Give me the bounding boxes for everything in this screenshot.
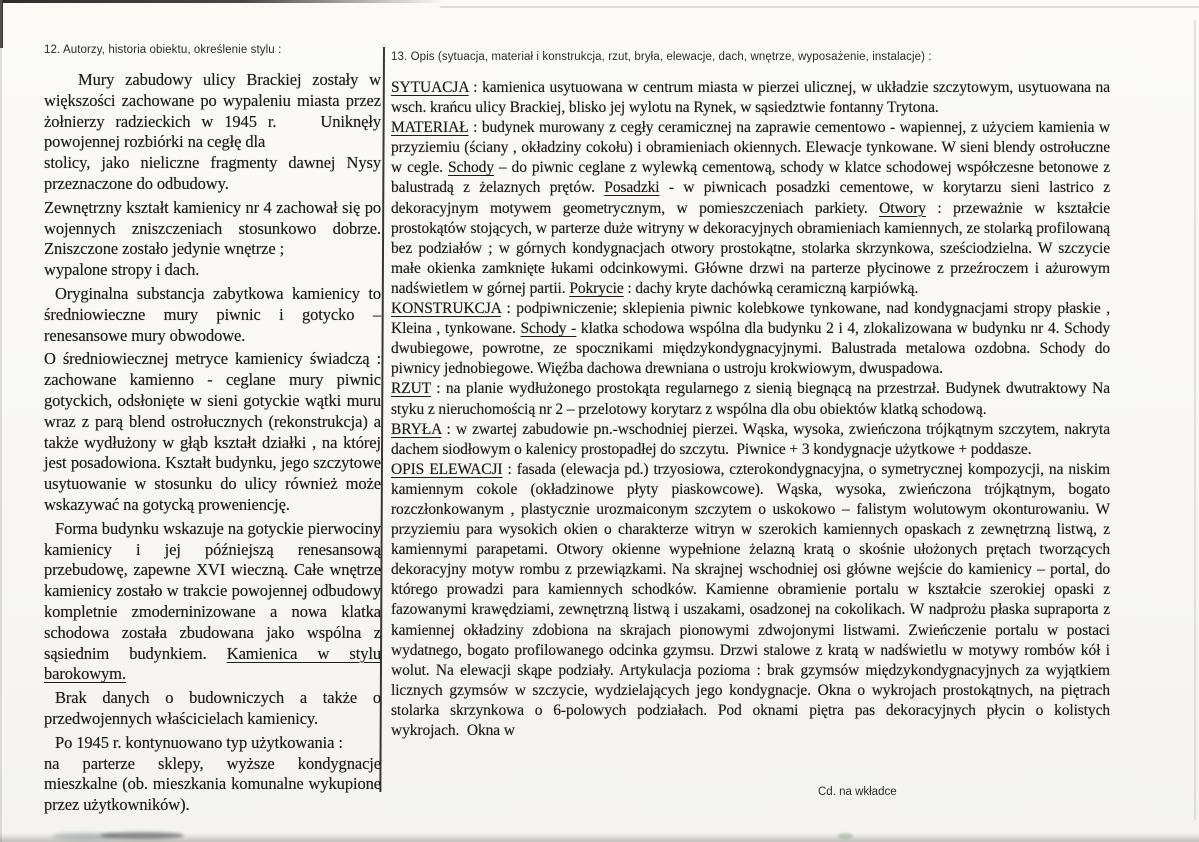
paragraph xyxy=(391,460,1110,741)
underlined-term: Schody xyxy=(448,159,494,177)
underlined-term: OPIS ELEWACJI xyxy=(391,460,503,478)
text-run: : na planie wydłużonego prostokąta regularnego z sienią biegnącą na przestrzał. Budynek dwutraktowy Na styku z nieruchomością nr 2 – przelotowy korytarz z wspólna dla obu obiektów klatką schodową. xyxy=(391,380,1110,418)
text-run: Forma budynku wskazuje na gotyckie pierwociny kamienicy i jej późniejszą renesansową przebudowę, zapewne XVI wieczną. Całe wnętrze kamienicy zostało w trakcie powojennej odbudowy kompletnie zmoderninizowane a nowa klatka schodowa została zbudowana jako wspólna z sąsiednim budynkiem. xyxy=(44,518,381,663)
paragraph xyxy=(44,198,381,281)
section-13-description xyxy=(391,44,1110,741)
paragraph xyxy=(391,379,1110,419)
text-run: : dachy kryte dachówką ceramiczną karpiówką. xyxy=(623,279,919,297)
scan-shadow-bottom xyxy=(0,833,1199,842)
text-run: Po 1945 r. kontynuowano typ użytkowania : xyxy=(55,732,343,752)
paragraph xyxy=(391,78,1110,118)
paragraph xyxy=(391,118,1110,299)
underlined-term: MATERIAŁ xyxy=(391,119,469,137)
text-run: : budynek murowany z cegły ceramicznej na zaprawie cementowo - wapiennej, z użyciem kamienia w przyziemiu (ściany , okładziny cokołu) i obramieniach okiennych. Elewacje tynkowane. W sieni blendy ostrołuczne w cegle. xyxy=(391,119,1110,177)
text-run: – do piwnic ceglane z wylewką cementową, schody w klatce schodowej współczesne betonowe z balustradą z żelaznych prętów. xyxy=(391,159,1110,197)
text-run: : w zwartej zabudowie pn.-wschodniej pierzei. Wąska, wysoka, zwieńczona trójkątnym szczytem, nakryta dachem siodłowym o kalenicy prostopadłej do szczytu. Piwnice + 3 kondygnacje użytkowe + poddasze. xyxy=(391,420,1110,458)
scan-smudge xyxy=(100,832,184,839)
underlined-term: Schody - xyxy=(520,320,577,338)
underlined-term: RZUT xyxy=(391,380,431,398)
scan-edge-top-faint xyxy=(440,6,1199,8)
text-run: : fasada (elewacja pd.) trzyosiowa, czterokondygnacyjna, o symetrycznej kompozycji, na niskim kamiennym cokole (okładzinowe płyty piaskowcowe). Wąska, wysoka, zwieńczona trójkątnym, bogato rozczłonkowanym , plastycznie urozmaiconym szczytem o uskokowo – falistym wolutowym okonturowaniu. W przyziemiu para wysokich okien o charakterze witryn w szerokich kamiennych opaskach z zewnętrzną listwą, z kamiennymi parapetami. Otwory okienne wypełnione żelazną kratą o skośnie ułożonych prętach tworzących dekoracyjny motyw rombu z przewiązkami. Na skrajnej wschodniej osi główne wejście do kamienicy – portal, do którego prowadzi para kamiennych schodków. Kamienne obramienie portalu w kształcie szerokiej opaski z fazowanymi krawędziami, zewnętrzną listwą i uszakami, osadzonej na cokolikach. W nadprożu płaska supraporta z kamiennej okładziny zdobiona na skrajach pionowymi zdwojonymi listwami. Zwieńczenie portalu w postaci wydatnego, bogato profilowanego odcinka gzymsu. Drzwi stalowe z kratą w nadświetlu w motywy rombów kół i wolut. Na elewacji skąpe podziały. Artykulacja pozioma : brak gzymsów międzykondygnacyjnych za wyjątkiem licznych gzymsów w szczycie, wydzielających jego kondygnacje. Okna o wykrojach prostokątnych, na piętrach stolarka skrzynkowa o 6-polowych podziałach. Pod oknami piętra pas dekoracyjnych płycin o kolistych wykrojach. Okna w xyxy=(391,460,1110,739)
text-run: klatka schodowa wspólna dla budynku 2 i 4, zlokalizowana w budynku nr 4. Schody dwubiegowe, powrotne, ze spocznikami międzykondygnacyjnymi. Balustrada metalowa ozdobna. Schody do piwnicy jednobiegowe. Więźba dachowa drewniana o ustroju krokwiowym, dwuspadowa. xyxy=(391,320,1110,378)
section-13-body xyxy=(391,78,1110,741)
text-run: wypalone stropy i dach. xyxy=(44,260,200,280)
text-run: Oryginalna substancja zabytkowa kamienicy to średniowieczne mury piwnic i gotycko – renesansowe mury obwodowe. xyxy=(44,283,381,345)
text-run: stolicy, jako nieliczne fragmenty dawnej Nysy przeznaczone do odbudowy. xyxy=(44,153,381,193)
paragraph xyxy=(44,519,381,685)
paragraph xyxy=(44,349,381,515)
scan-smudge xyxy=(52,833,118,839)
section-12-authors-history xyxy=(44,44,381,819)
underlined-term: Pokrycie xyxy=(569,279,624,297)
section-13-label: 13. Opis (sytuacja, materiał i konstrukcja, rzut, bryła, elewacje, dach, wnętrze, wyposażenie, instalacje) : xyxy=(391,51,932,63)
paragraph xyxy=(391,299,1110,379)
underlined-term: Kamienica w stylu barokowym. xyxy=(44,643,381,684)
text-run: - w piwnicach posadzki cementowe, w korytarzu sieni lastrico z dekoracyjnym motywem geometrycznym, w pomieszczeniach parkiety. xyxy=(391,179,1110,217)
scan-edge-left-faint xyxy=(0,0,2,842)
paragraph xyxy=(44,688,381,730)
scan-smudge xyxy=(838,833,853,839)
underlined-term: KONSTRUKCJA xyxy=(391,300,502,318)
text-run: na parterze sklepy, wyższe kondygnacje mieszkalne (ob. mieszkania komunalne wykupione przez użytkowników). xyxy=(44,753,381,815)
paragraph xyxy=(44,733,381,816)
underlined-term: Otwory xyxy=(879,199,926,217)
text-run: Brak danych o budowniczych a także o przedwojennych właścicielach kamienicy. xyxy=(44,688,381,728)
scan-edge-top xyxy=(0,0,445,3)
text-run: : kamienica usytuowana w centrum miasta w pierzei ulicznej, w układzie szczytowym, usytuowana na wsch. krańcu ulicy Brackiej, blisko jej wylotu na Rynek, w sąsiedztwie fontanny Trytona. xyxy=(391,79,1110,117)
section-12-label: 12. Autorzy, historia obiektu, określenie stylu : xyxy=(44,44,282,56)
continuation-note: Cd. na wkładce xyxy=(818,786,897,798)
text-run: Mury zabudowy ulicy Brackiej zostały w większości zachowane po wypaleniu miasta przez żołnierzy radzieckich w 1945 r. Uniknęły powojennej rozbiórki na cegłę dla xyxy=(44,70,381,152)
underlined-term: Posadzki xyxy=(604,179,660,197)
paragraph xyxy=(44,284,381,346)
text-run: O średniowiecznej metryce kamienicy świadczą : zachowane kamienno - ceglane mury piwnic gotyckich, odsłonięte w sieni gotyckie wątki muru wraz z parą blend ostrołucznych (rekonstrukcja) a także wydłużony w głąb kształt działki , na której jest posadowiona. Kształt budynku, jego szczytowe usytuowanie w stosunku do ulicy również może wskazywać na gotycką proweniencję. xyxy=(44,349,381,514)
text-run: Zewnętrzny kształt kamienicy nr 4 zachował się po wojennych zniszczeniach stosunkowo dobrze. Zniszczone zostało jedynie wnętrze ; xyxy=(44,197,381,259)
paragraph xyxy=(44,70,381,195)
text-run: : podpiwniczenie; sklepienia piwnic kolebkowe tynkowane, nad kondygnacjami stropy płaskie , Kleina , tynkowane. xyxy=(391,300,1110,338)
underlined-term: SYTUACJA xyxy=(391,79,469,96)
scan-edge-right xyxy=(1194,20,1196,820)
section-12-body xyxy=(44,70,381,816)
scan-edge-left xyxy=(0,0,3,48)
text-run: : przeważnie w kształcie prostokątów stojących, w parterze duże witryny w dekoracyjnych obramieniach kamiennych, ze stolarką profilowaną bez podziałów ; w górnych kondygnacjach otwory prostokątne, stolarka skrzynkowa, sześciodzielna. W szczycie małe okienka zamknięte łukami odcinkowymi. Główne drzwi na parterze płycinowe z przeźroczem i ażurowym nadświetlem w górnej partii. xyxy=(391,199,1111,297)
underlined-term: BRYŁA xyxy=(391,420,442,438)
paragraph xyxy=(391,420,1110,460)
